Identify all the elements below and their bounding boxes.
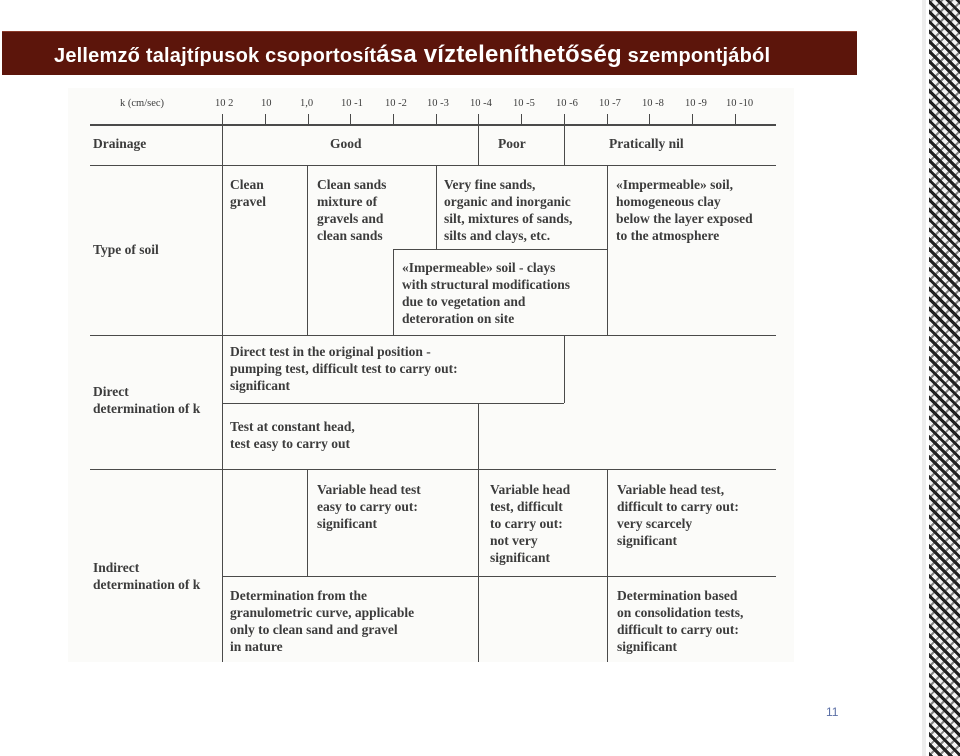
indirect-variable-scarce: Variable head test, difficult to carry out: very scarcely significant bbox=[617, 482, 739, 548]
row-header-drainage: Drainage bbox=[93, 136, 147, 151]
cell-divider bbox=[478, 124, 479, 165]
row-divider bbox=[90, 469, 776, 470]
tick-mark bbox=[350, 114, 351, 124]
tick-label: 10 -5 bbox=[513, 98, 535, 109]
direct-original-position: Direct test in the original position - pumping test, difficult test to carry out: significant bbox=[230, 344, 458, 393]
side-stripe bbox=[922, 0, 926, 756]
tick-label: 10 -9 bbox=[685, 98, 707, 109]
tick-mark bbox=[607, 114, 608, 124]
axis-label: k (cm/sec) bbox=[120, 98, 165, 109]
cell-divider bbox=[564, 335, 565, 403]
soil-clean-sands: Clean sands mixture of gravels and clean sands bbox=[317, 177, 387, 243]
soil-impermeable-vegetation: «Impermeable» soil - clays with structural modifications due to vegetation and deteroration on site bbox=[402, 260, 570, 326]
row-header-indirect: Indirect determination of k bbox=[93, 560, 201, 592]
tick-mark bbox=[265, 114, 266, 124]
permeability-table bbox=[68, 88, 794, 662]
cell-divider bbox=[393, 249, 394, 335]
tick-mark bbox=[735, 114, 736, 124]
tick-mark bbox=[222, 114, 223, 124]
cell-divider bbox=[607, 469, 608, 662]
drainage-poor: Poor bbox=[498, 136, 526, 151]
tick-label: 10 -1 bbox=[341, 98, 363, 109]
tick-label: 10 bbox=[261, 98, 272, 109]
tick-label: 10 -2 bbox=[385, 98, 407, 109]
row-divider bbox=[90, 124, 776, 126]
row-divider bbox=[90, 335, 776, 336]
drainage-nil: Pratically nil bbox=[609, 136, 684, 151]
tick-label: 10 -6 bbox=[556, 98, 578, 109]
tick-label: 10 -4 bbox=[470, 98, 492, 109]
row-header-soil: Type of soil bbox=[93, 242, 159, 257]
tick-mark bbox=[692, 114, 693, 124]
title-bar bbox=[2, 31, 857, 75]
tick-label: 10 -3 bbox=[427, 98, 449, 109]
tick-mark bbox=[436, 114, 437, 124]
row-divider bbox=[90, 165, 776, 166]
tick-label: 10 -8 bbox=[642, 98, 664, 109]
cell-divider bbox=[222, 403, 564, 404]
slide-title: Jellemző talajtípusok csoportosítása vízteleníthetőség szempontjából bbox=[54, 41, 771, 68]
tick-mark bbox=[521, 114, 522, 124]
cell-divider bbox=[222, 576, 776, 577]
direct-constant-head: Test at constant head, test easy to carry out bbox=[230, 419, 355, 451]
soil-clean-gravel: Clean gravel bbox=[230, 177, 266, 209]
cell-divider bbox=[307, 469, 308, 576]
cell-divider bbox=[478, 403, 479, 469]
tick-label: 10 -10 bbox=[726, 98, 754, 109]
tick-mark bbox=[649, 114, 650, 124]
tick-label: 10 -7 bbox=[599, 98, 621, 109]
cell-divider bbox=[564, 124, 565, 165]
tick-mark bbox=[478, 114, 479, 124]
cell-divider bbox=[607, 165, 608, 335]
decorative-pattern bbox=[929, 0, 960, 756]
indirect-granulometric: Determination from the granulometric curve, applicable only to clean sand and gravel in nature bbox=[230, 588, 415, 654]
column-divider bbox=[222, 124, 223, 662]
cell-divider bbox=[478, 469, 479, 576]
tick-mark bbox=[393, 114, 394, 124]
indirect-variable-easy: Variable head test easy to carry out: significant bbox=[317, 482, 421, 531]
cell-divider bbox=[478, 576, 479, 662]
tick-label: 1,0 bbox=[300, 98, 314, 109]
indirect-variable-difficult: Variable head test, difficult to carry out: not very significant bbox=[490, 482, 571, 565]
soil-fine-sands: Very fine sands, organic and inorganic silt, mixtures of sands, silts and clays, etc. bbox=[444, 177, 573, 243]
cell-divider bbox=[307, 165, 308, 335]
tick-mark bbox=[308, 114, 309, 124]
cell-divider bbox=[436, 165, 437, 249]
row-header-direct: Direct determination of k bbox=[93, 384, 201, 416]
drainage-good: Good bbox=[330, 136, 362, 151]
tick-mark bbox=[564, 114, 565, 124]
soil-impermeable-clay: «Impermeable» soil, homogeneous clay below the layer exposed to the atmosphere bbox=[616, 177, 753, 243]
tick-label: 10 2 bbox=[215, 98, 234, 109]
cell-divider bbox=[393, 249, 607, 250]
indirect-consolidation: Determination based on consolidation tests, difficult to carry out: significant bbox=[617, 588, 744, 654]
page-number: 11 bbox=[826, 705, 839, 719]
